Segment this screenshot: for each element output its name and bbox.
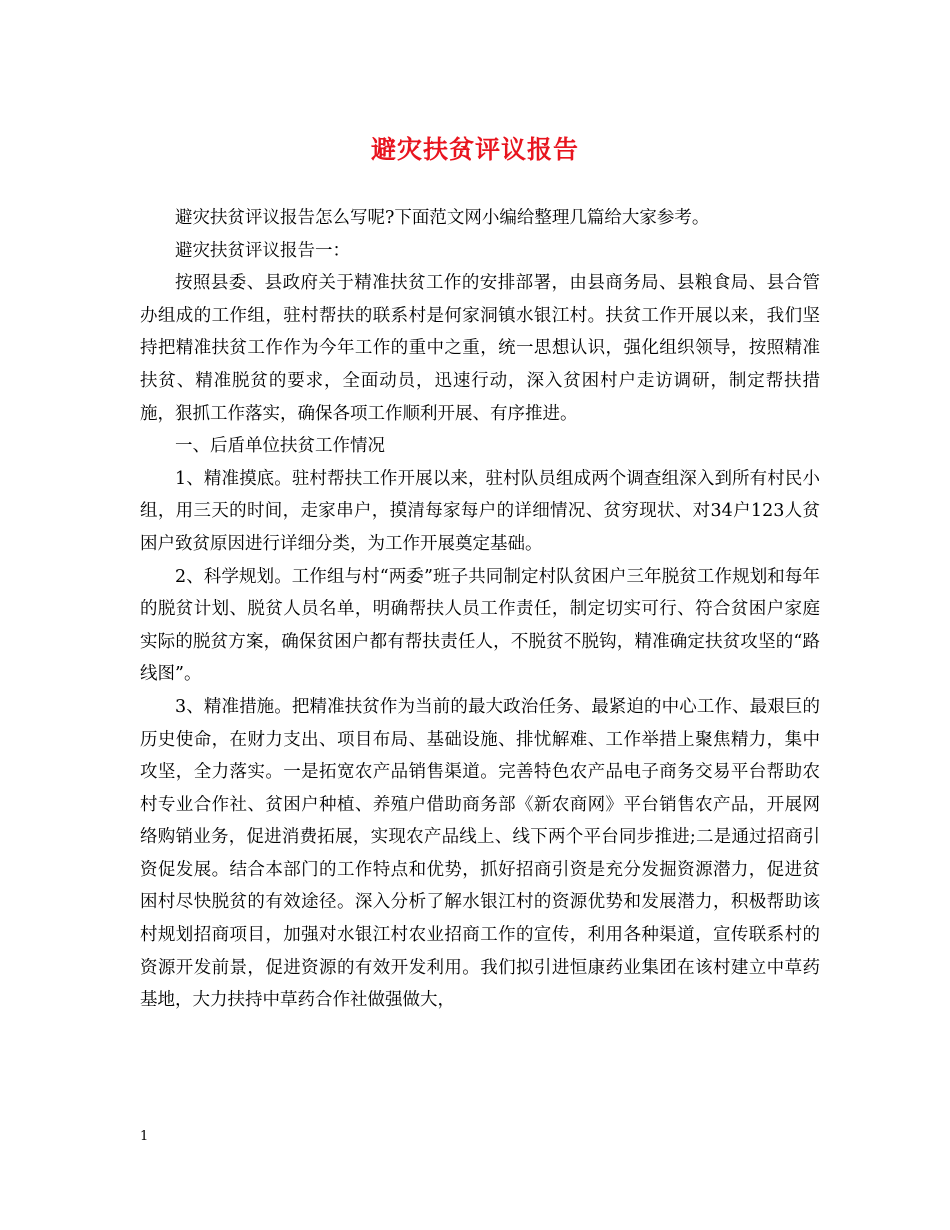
paragraph-item-2: 2、科学规划。工作组与村“两委”班子共同制定村队贫困户三年脱贫工作规划和每年的脱贫计划、脱贫人员名单，明确帮扶人员工作责任，制定切实可行、符合贫困户家庭实际的脱贫方案，确保贫困户都有帮扶责任人，不脱贫不脱钩，精准确定扶贫攻坚的“路线图”。	[140, 566, 820, 685]
paragraph-intro: 避灾扶贫评议报告怎么写呢?下面范文网小编给整理几篇给大家参考。	[175, 208, 710, 228]
document-body	[140, 202, 820, 1017]
paragraph-item-3: 3、精准措施。把精准扶贫作为当前的最大政治任务、最紧迫的中心工作、最艰巨的历史使命，在财力支出、项目布局、基础设施、排忧解难、工作举措上聚焦精力，集中攻坚，全力落实。一是拓宽农产品销售渠道。完善特色农产品电子商务交易平台帮助农村专业合作社、贫困户种植、养殖户借助商务部《新农商网》平台销售农产品，开展网络购销业务，促进消费拓展，实现农产品线上、线下两个平台同步推进;二是通过招商引资促发展。结合本部门的工作特点和优势，抓好招商引资是充分发掘资源潜力，促进贫困村尽快脱贫的有效途径。深入分析了解水银江村的资源优势和发展潜力，积极帮助该村规划招商项目，加强对水银江村农业招商工作的宣传，利用各种渠道，宣传联系村的资源开发前景，促进资源的有效开发利用。我们拟引进恒康药业集团在该村建立中草药基地，大力扶持中草药合作社做强做大，	[140, 696, 820, 1011]
paragraph-heading-report-one: 避灾扶贫评议报告一：	[175, 240, 350, 261]
section-heading-one: 一、后盾单位扶贫工作情况	[175, 436, 385, 457]
document-title: 避灾扶贫评议报告	[370, 135, 579, 164]
paragraph-background: 按照县委、县政府关于精准扶贫工作的安排部署，由县商务局、县粮食局、县合管办组成的工作组，驻村帮扶的联系村是何家洞镇水银江村。扶贫工作开展以来，我们坚持把精准扶贫工作作为今年工作的重中之重，统一思想认识，强化组织领导，按照精准扶贫、精准脱贫的要求，全面动员，迅速行动，深入贫困村户走访调研，制定帮扶措施，狠抓工作落实，确保各项工作顺利开展、有序推进。	[140, 273, 820, 424]
paragraph-item-1: 1、精准摸底。驻村帮扶工作开展以来，驻村队员组成两个调查组深入到所有村民小组，用三天的时间，走家串户，摸清每家每户的详细情况、贫穷现状、对34户123人贫困户致贫原因进行详细分类，为工作开展奠定基础。	[140, 468, 820, 554]
page-number: 1	[140, 1129, 149, 1144]
